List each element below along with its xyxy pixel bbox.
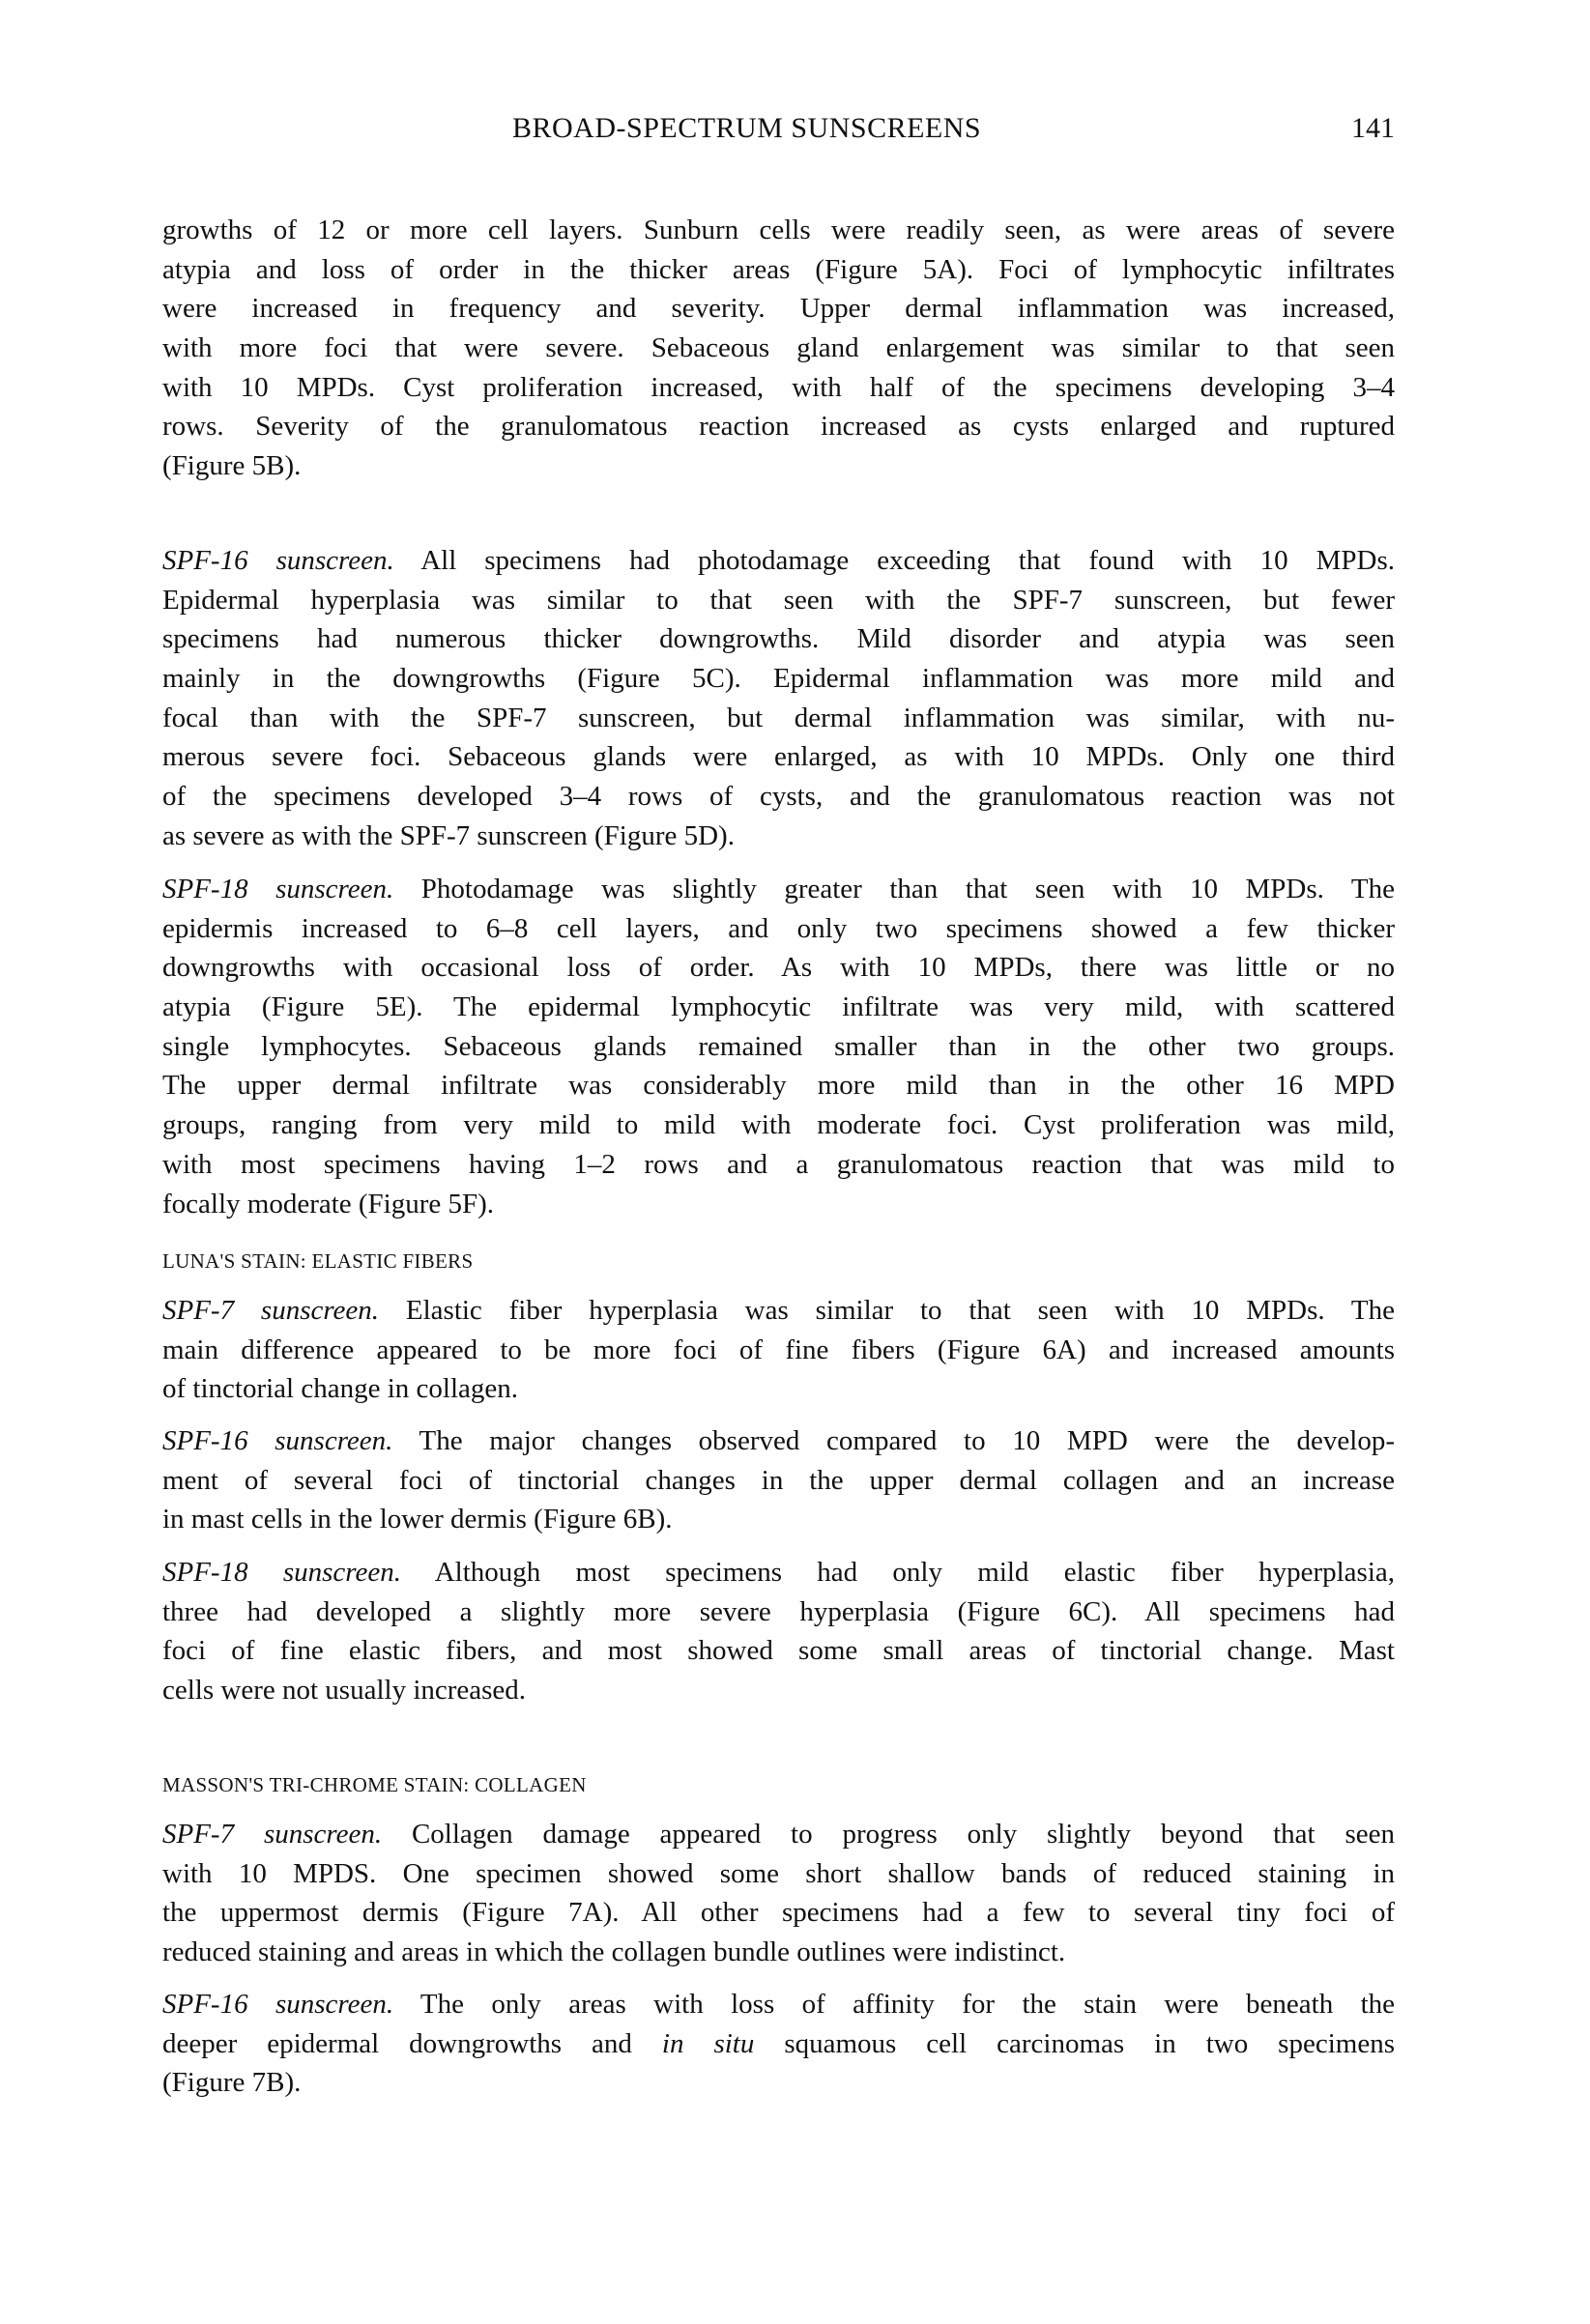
text-line: atypia and loss of order in the thicker areas (Figure 5A). Foci of lymphocytic infiltrates: [162, 253, 1395, 285]
text-line: ment of several foci of tinctorial changes in the upper dermal collagen and an increase: [162, 1464, 1395, 1496]
section-heading-massons-trichrome: MASSON'S TRI-CHROME STAIN: COLLAGEN: [162, 1773, 587, 1796]
paragraph: [162, 211, 1395, 486]
text-line: growths of 12 or more cell layers. Sunburn cells were readily seen, as were areas of severe: [162, 215, 1395, 245]
text-line: (Figure 7B).: [162, 2067, 302, 2099]
text-run: All specimens had photodamage exceeding that found with 10 MPDs.: [393, 545, 1396, 576]
text-run: deeper epidermal downgrowths and: [162, 2027, 662, 2059]
text-line: [162, 1553, 1395, 1592]
text-line: as severe as with the SPF-7 sunscreen (Figure 5D).: [162, 819, 735, 851]
text-line: [162, 1985, 1395, 2024]
text-line: [162, 2024, 1395, 2064]
text-line: in mast cells in the lower dermis (Figure 6B).: [162, 1504, 673, 1535]
text-run: squamous cell carcinomas in two specimens: [754, 2027, 1395, 2059]
italic-run: SPF-16 sunscreen.: [162, 1425, 393, 1456]
text-line: focal than with the SPF-7 sunscreen, but dermal inflammation was similar, with nu-: [162, 702, 1395, 733]
text-line: Epidermal hyperplasia was similar to that seen with the SPF-7 sunscreen, but fewer: [162, 584, 1395, 616]
text-line: The upper dermal infiltrate was considerably more mild than in the other 16 MPD: [162, 1070, 1395, 1102]
text-run: Photodamage was slightly greater than that seen with 10 MPDs. The: [393, 874, 1395, 904]
text-line: [162, 1815, 1395, 1854]
running-title: BROAD-SPECTRUM SUNSCREENS: [512, 112, 982, 144]
text-line: with 10 MPDs. Cyst proliferation increased, with half of the specimens developing 3–4: [162, 371, 1395, 403]
text-run: Although most specimens had only mild elastic fiber hyperplasia,: [401, 1557, 1395, 1588]
paragraph: [162, 1421, 1395, 1539]
text-line: foci of fine elastic fibers, and most showed some small areas of tinctorial change. Mast: [162, 1635, 1395, 1667]
italic-run: SPF-18 sunscreen.: [162, 1557, 402, 1588]
text-line: of tinctorial change in collagen.: [162, 1373, 518, 1405]
text-run: Collagen damage appeared to progress only slightly beyond that seen: [382, 1819, 1395, 1850]
text-line: with 10 MPDS. One specimen showed some short shallow bands of reduced staining in: [162, 1857, 1395, 1889]
text-line: merous severe foci. Sebaceous glands were enlarged, as with 10 MPDs. Only one third: [162, 741, 1395, 773]
text-line: groups, ranging from very mild to mild with moderate foci. Cyst proliferation was mild,: [162, 1109, 1395, 1141]
text-line: mainly in the downgrowths (Figure 5C). Epidermal inflammation was more mild and: [162, 663, 1395, 695]
text-line: (Figure 5B).: [162, 450, 302, 482]
section-heading-lunas-stain: LUNA'S STAIN: ELASTIC FIBERS: [162, 1249, 474, 1273]
text-line: with most specimens having 1–2 rows and a granulomatous reaction that was mild to: [162, 1148, 1395, 1180]
text-run: Elastic fiber hyperplasia was similar to that seen with 10 MPDs. The: [379, 1295, 1395, 1326]
paragraph: [162, 1553, 1395, 1710]
paragraph: [162, 1985, 1395, 2103]
italic-run: SPF-18 sunscreen.: [162, 874, 394, 904]
italic-run: SPF-16 sunscreen.: [162, 545, 394, 576]
paragraph: [162, 1815, 1395, 1972]
text-run: The major changes observed compared to 10 MPD were the develop-: [392, 1425, 1396, 1456]
text-line: were increased in frequency and severity. Upper dermal inflammation was increased,: [162, 293, 1395, 325]
paragraph: [162, 870, 1395, 1223]
running-head: [162, 108, 1395, 149]
text-line: downgrowths with occasional loss of order. As with 10 MPDs, there was little or no: [162, 952, 1395, 984]
text-run: The only areas with loss of affinity for the stain were beneath the: [393, 1989, 1396, 2020]
italic-run: SPF-7 sunscreen.: [162, 1295, 380, 1326]
italic-run: SPF-7 sunscreen.: [162, 1819, 383, 1850]
text-line: specimens had numerous thicker downgrowths. Mild disorder and atypia was seen: [162, 623, 1395, 655]
text-line: rows. Severity of the granulomatous reaction increased as cysts enlarged and ruptured: [162, 411, 1395, 443]
text-line: [162, 1421, 1395, 1461]
text-line: the uppermost dermis (Figure 7A). All other specimens had a few to several tiny foci of: [162, 1897, 1395, 1929]
italic-run: in situ: [661, 2027, 755, 2059]
text-line: reduced staining and areas in which the collagen bundle outlines were indistinct.: [162, 1937, 1066, 1968]
text-line: [162, 870, 1395, 909]
text-line: with more foci that were severe. Sebaceous gland enlargement was similar to that seen: [162, 332, 1395, 364]
text-line: epidermis increased to 6–8 cell layers, and only two specimens showed a few thicker: [162, 912, 1395, 944]
italic-run: SPF-16 sunscreen.: [162, 1989, 394, 2020]
paragraph: [162, 541, 1395, 856]
text-line: cells were not usually increased.: [162, 1675, 527, 1707]
page-number: 141: [1351, 112, 1395, 144]
text-line: three had developed a slightly more severe hyperplasia (Figure 6C). All specimens had: [162, 1595, 1395, 1627]
text-line: single lymphocytes. Sebaceous glands remained smaller than in the other two groups.: [162, 1030, 1395, 1062]
text-line: [162, 1291, 1395, 1331]
paragraph: [162, 1291, 1395, 1409]
text-line: main difference appeared to be more foci of fine fibers (Figure 6A) and increased amounts: [162, 1334, 1395, 1365]
text-line: of the specimens developed 3–4 rows of cysts, and the granulomatous reaction was not: [162, 781, 1395, 813]
text-line: focally moderate (Figure 5F).: [162, 1188, 495, 1219]
text-line: [162, 541, 1395, 581]
text-line: atypia (Figure 5E). The epidermal lymphocytic infiltrate was very mild, with scattered: [162, 991, 1395, 1023]
